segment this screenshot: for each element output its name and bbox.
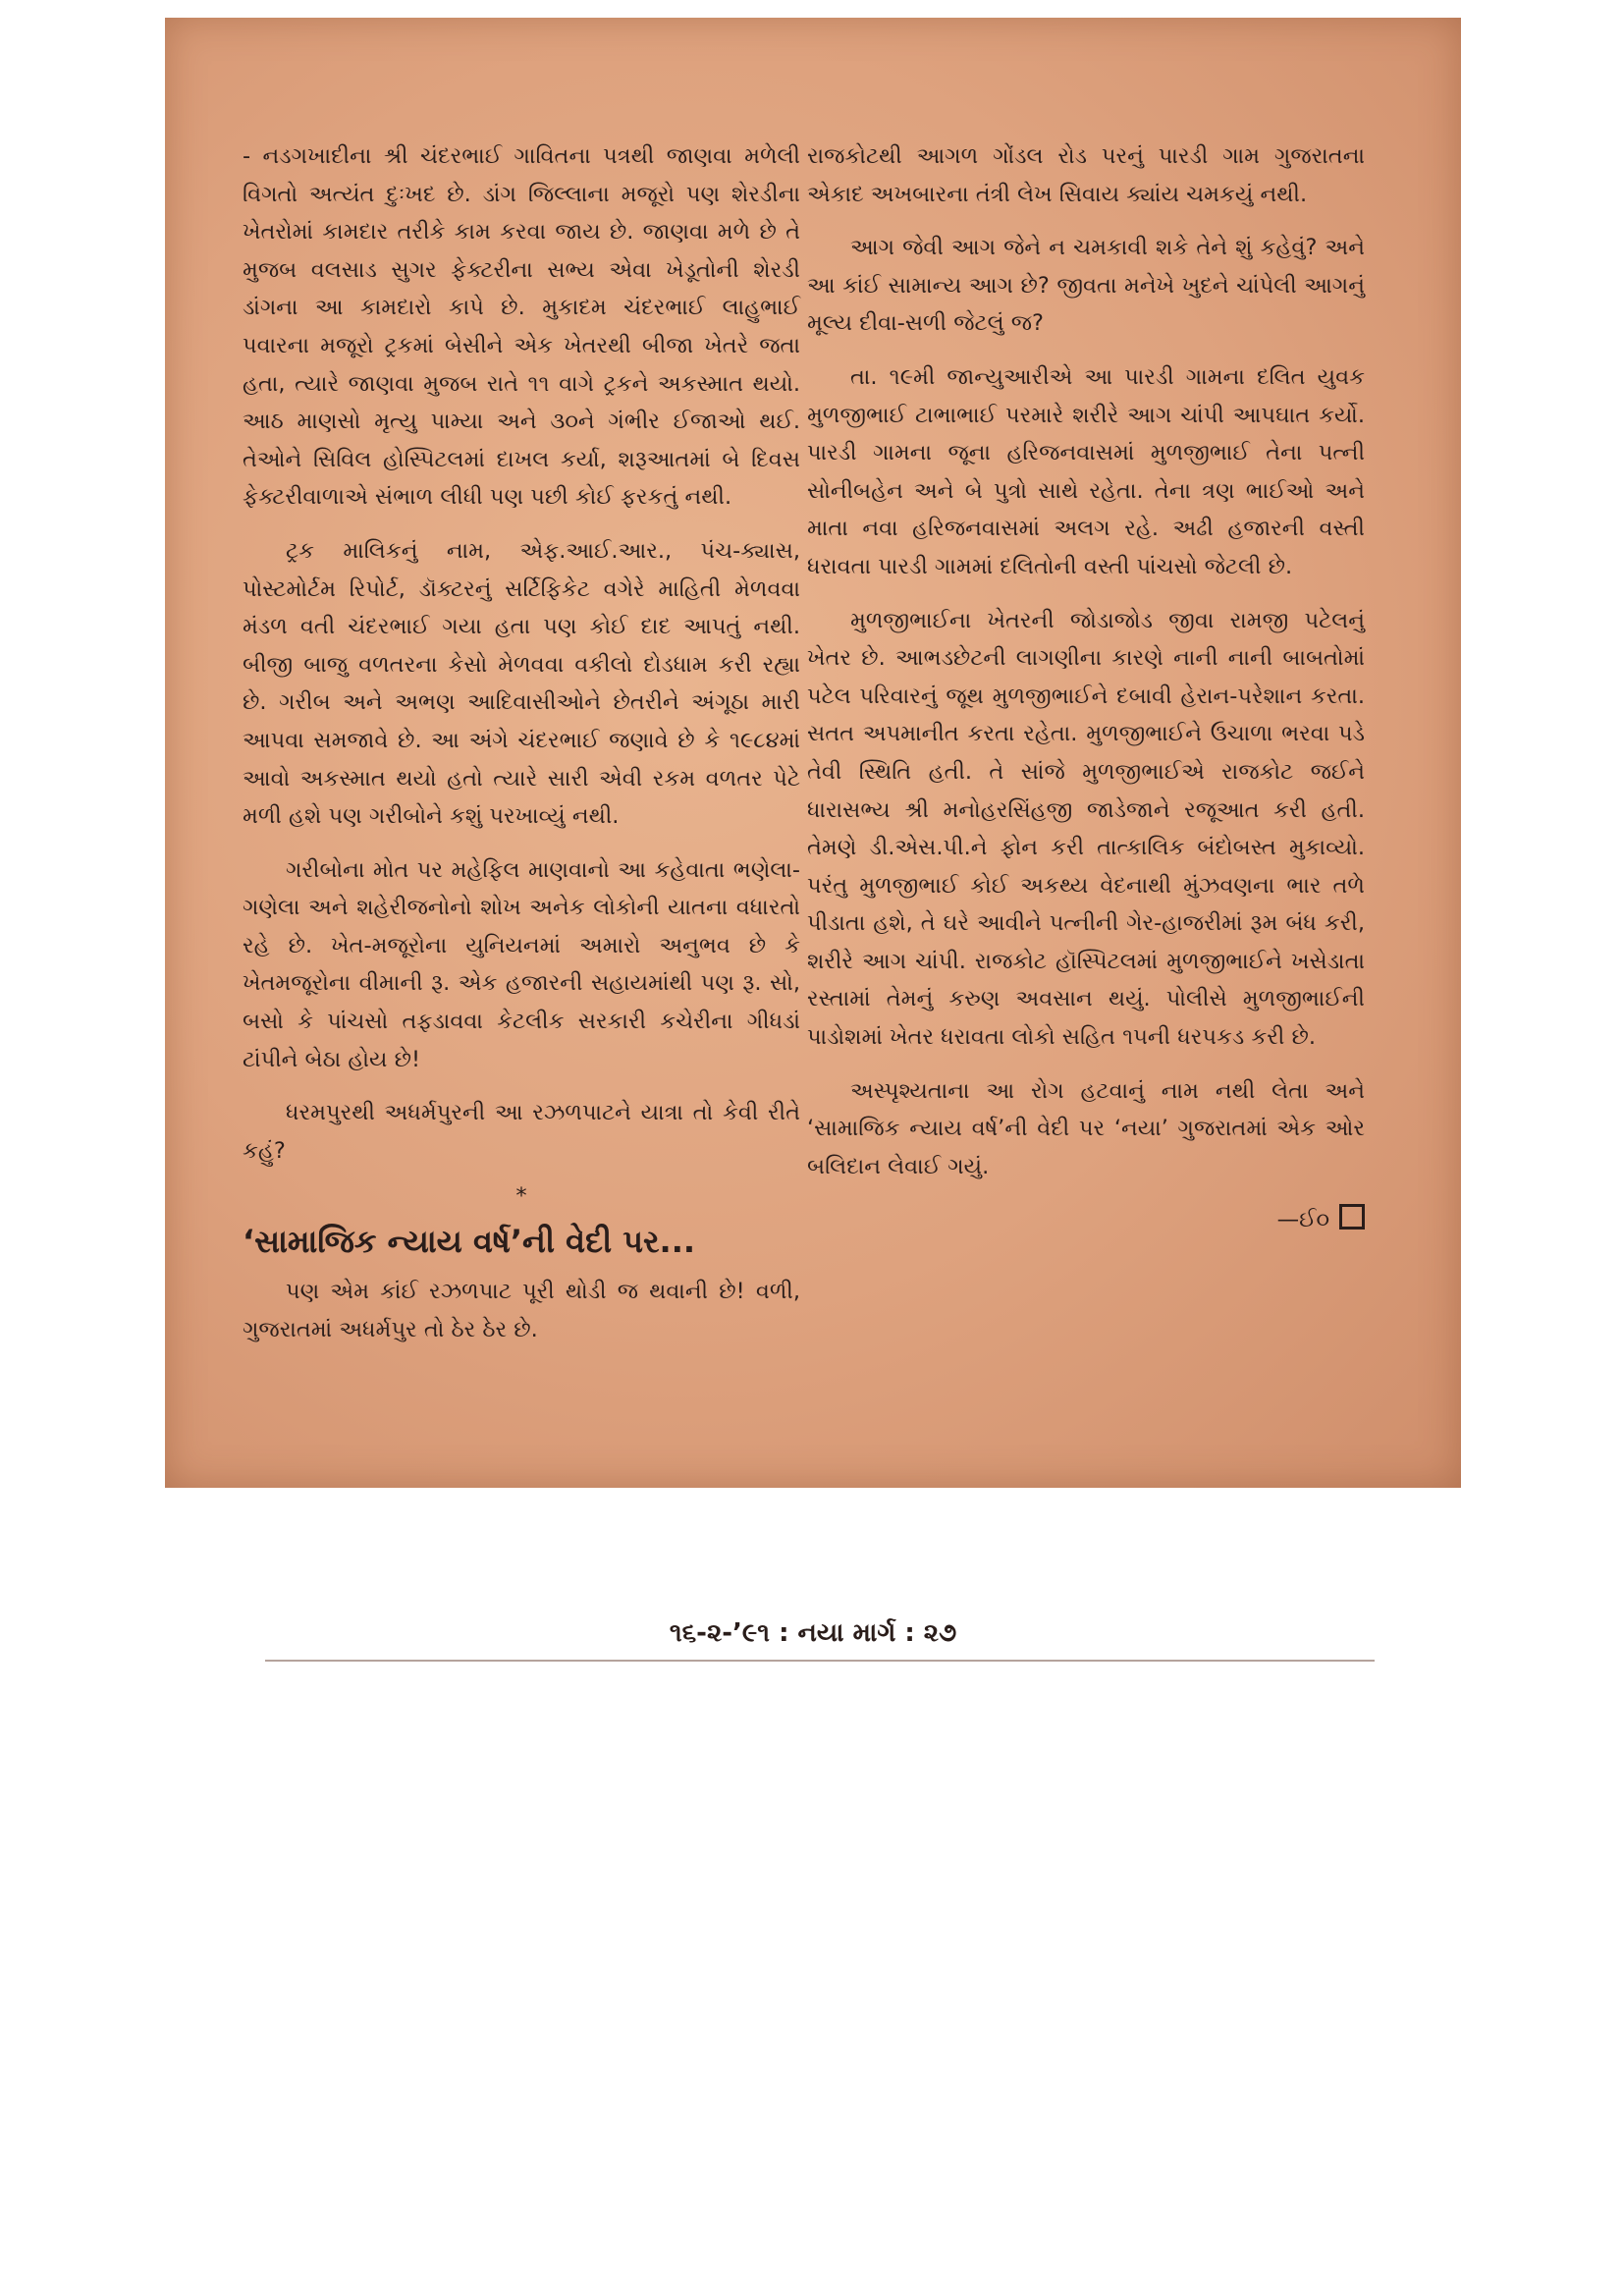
section-heading: ‘સામાજિક ન્યાય વર્ષ’ની વેદી પર... bbox=[243, 1223, 696, 1261]
paragraph: મુળજીભાઈના ખેતરની જોડાજોડ જીવા રામજી પટેલનું ખેતર છે. આભડછેટની લાગણીના કારણે નાની નાની બાબતોમાં પટેલ પરિવારનું જૂથ મુળજીભાઈને દબાવી હેરાન-પરેશાન કરતા. સતત અપમાનીત કરતા રહેતા. મુળજીભાઈને ઉચાળા ભરવા પડે તેવી સ્થિતિ હતી. તે સાંજે મુળજીભાઈએ રાજકોટ જઈને ધારાસભ્ય શ્રી મનોહરસિંહજી જાડેજાને રજૂઆત કરી હતી. તેમણે ડી.એસ.પી.ને ફોન કરી તાત્કાલિક બંદોબસ્ત મુકાવ્યો. પરંતુ મુળજીભાઈ કોઈ અકથ્ય વેદનાથી મુંઝવણના ભાર તળે પીડાતા હશે, તે ઘરે આવીને પત્નીની ગેર-હાજરીમાં રૂમ બંધ કરી, શરીરે આગ ચાંપી. રાજકોટ હૉસ્પિટલમાં મુળજીભાઈને ખસેડાતા રસ્તામાં તેમનું કરુણ અવસાન થયું. પોલીસે મુળજીભાઈની પાડોશમાં ખેતર ધરાવતા લોકો સહિત ૧૫ની ધરપકડ કરી છે. bbox=[807, 607, 1365, 1051]
page-footer: ૧૬-૨-’૯૧ : નયા માર્ગ : ૨૭ bbox=[669, 1618, 957, 1648]
paragraph: ટ્રક માલિકનું નામ, એફ.આઈ.આર., પંચ-ક્યાસ, પોસ્ટમોર્ટમ રિપોર્ટ, ડૉક્ટરનું સર્ટિફિકેટ વગેરે માહિતી મેળવવા મંડળ વતી ચંદરભાઈ ગયા હતા પણ કોઈ દાદ આપતું નથી. બીજી બાજુ વળતરના કેસો મેળવવા વકીલો દોડધામ કરી રહ્યા છે. ગરીબ અને અભણ આદિવાસીઓને છેતરીને અંગૂઠા મારી આપવા સમજાવે છે. આ અંગે ચંદરભાઈ જણાવે છે કે ૧૯૮૪માં આવો અકસ્માત થયો હતો ત્યારે સારી એવી રકમ વળતર પેટે મળી હશે પણ ગરીબોને કશું પરખાવ્યું નથી. bbox=[243, 537, 800, 830]
paragraph: ધરમપુરથી અધર્મપુરની આ રઝળપાટને યાત્રા તો કેવી રીતે કહું? bbox=[243, 1100, 800, 1164]
paragraph: અસ્પૃશ્યતાના આ રોગ હટવાનું નામ નથી લેતા અને ‘સામાજિક ન્યાય વર્ષ’ની વેદી પર ‘નયા’ ગુજરાતમાં એક ઓર બલિદાન લેવાઈ ગયું. bbox=[807, 1077, 1365, 1179]
signature-text: —ઈ૦ bbox=[1276, 1207, 1329, 1233]
paragraph: તા. ૧૯મી જાન્યુઆરીએ આ પારડી ગામના દલિત યુવક મુળજીભાઈ ટાભાભાઈ પરમારે શરીરે આગ ચાંપી આપઘાત કર્યો. પારડી ગામના જૂના હરિજનવાસમાં મુળજીભાઈ તેના પત્ની સોનીબહેન અને બે પુત્રો સાથે રહેતા. તેના ત્રણ ભાઈઓ અને માતા નવા હરિજનવાસમાં અલગ રહે. અઢી હજારની વસ્તી ધરાવતા પારડી ગામમાં દલિતોની વસ્તી પાંચસો જેટલી છે. bbox=[807, 363, 1365, 579]
right-column bbox=[807, 137, 1365, 1255]
paragraph: આગ જેવી આગ જેને ન ચમકાવી શકે તેને શું કહેવું? અને આ કાંઈ સામાન્ય આગ છે? જીવતા મનેખે ખુદને ચાંપેલી આગનું મૂલ્ય દીવા-સળી જેટલું જ? bbox=[807, 235, 1365, 337]
paragraph: પણ એમ કાંઈ રઝળપાટ પૂરી થોડી જ થવાની છે! વળી, ગુજરાતમાં અધર્મપુર તો ઠેર ઠેર છે. bbox=[243, 1279, 800, 1342]
paragraph: - નડગખાદીના શ્રી ચંદરભાઈ ગાવિતના પત્રથી જાણવા મળેલી વિગતો અત્યંત દુઃખદ છે. ડાંગ જિલ્લાના મજૂરો પણ શેરડીના ખેતરોમાં કામદાર તરીકે કામ કરવા જાય છે. જાણવા મળે છે તે મુજબ વલસાડ સુગર ફેક્ટરીના સભ્ય એવા ખેડૂતોની શેરડી ડાંગના આ કામદારો કાપે છે. મુકાદમ ચંદરભાઈ લાહુભાઈ પવારના મજૂરો ટ્રકમાં બેસીને એક ખેતરથી બીજા ખેતરે જતા હતા, ત્યારે જાણવા મુજબ રાતે ૧૧ વાગે ટ્રકને અકસ્માત થયો. આઠ માણસો મૃત્યુ પામ્યા અને ૩૦ને ગંભીર ઈજાઓ થઈ. તેઓને સિવિલ હોસ્પિટલમાં દાખલ કર્યા, શરૂઆતમાં બે દિવસ ફેક્ટરીવાળાએ સંભાળ લીધી પણ પછી કોઈ ફરકતું નથી. bbox=[243, 143, 800, 511]
paragraph: રાજકોટથી આગળ ગોંડલ રોડ પરનું પારડી ગામ ગુજરાતના એકાદ અખબારના તંત્રી લેખ સિવાય ક્યાંય ચમકયું નથી. bbox=[807, 143, 1365, 207]
section-separator: * bbox=[515, 1183, 527, 1210]
left-column bbox=[243, 137, 800, 1364]
paragraph: ગરીબોના મોત પર મહેફિલ માણવાનો આ કહેવાતા ભણેલા-ગણેલા અને શહેરીજનોનો શોખ અનેક લોકોની યાતના વધારતો રહે છે. ખેત-મજૂરોના યુનિયનમાં અમારો અનુભવ છે કે ખેતમજૂરોના વીમાની રૂ. એક હજારની સહાયમાંથી પણ રૂ. સો, બસો કે પાંચસો તફડાવવા કેટલીક સરકારી કચેરીના ગીધડાં ટાંપીને બેઠા હોય છે! bbox=[243, 856, 800, 1072]
signature bbox=[807, 1201, 1365, 1239]
footer-divider bbox=[265, 1660, 1375, 1662]
end-mark-icon bbox=[1339, 1204, 1365, 1230]
